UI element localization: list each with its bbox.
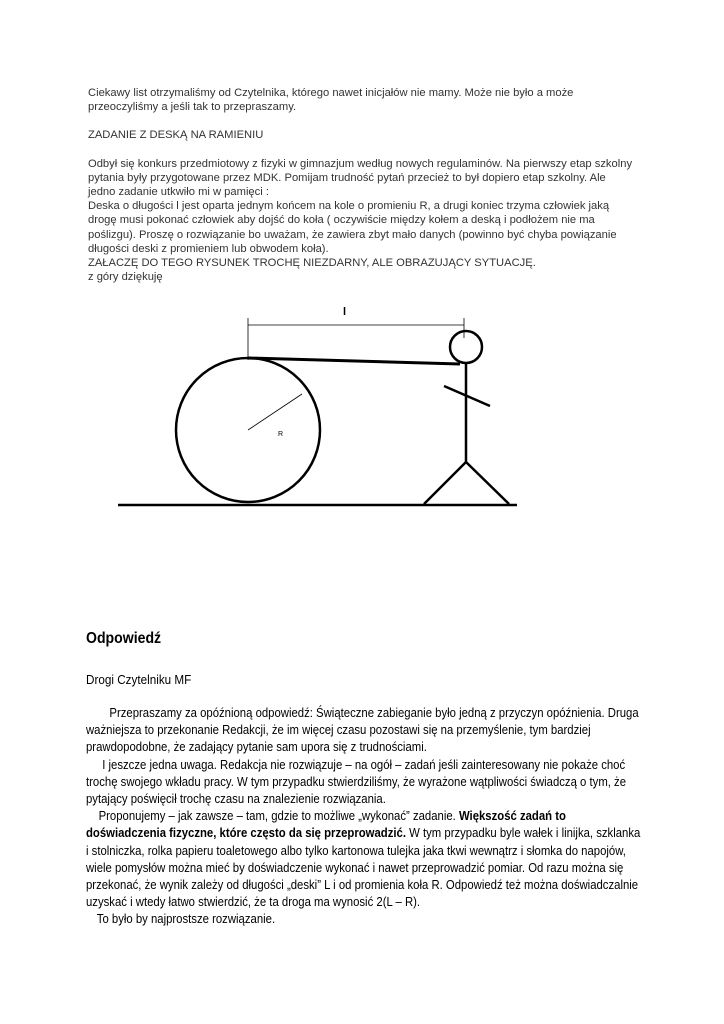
answer-paragraph: I jeszcze jedna uwaga. Redakcja nie rozwiązuje – na ogół – zadań jeśli zainteresowany nie pokaże choć trochę swojego wkładu pracy. W tym przypadku stwierdziliśmy, że wyrażone wątpliwości świadczą o tym, że pytający poświęcił trochę czasu na znalezienie rozwiązania.: [86, 757, 627, 807]
board-line: [248, 358, 460, 364]
reader-letter: [88, 86, 636, 284]
answer-paragraph: To było by najprostsze rozwiązanie.: [96, 912, 276, 927]
radius-label: R: [278, 431, 284, 438]
person-left-leg: [424, 462, 466, 504]
answer-text: Proponujemy – jak zawsze – tam, gdzie to możliwe „wykonać” zadanie.: [98, 809, 459, 824]
person-right-leg: [466, 462, 509, 504]
answer-emphasis: Większość zadań to doświadczenia fizyczne, które często da się przeprowadzić.: [86, 809, 566, 841]
letter-title: ZADANIE Z DESKĄ NA RAMIENIU: [88, 129, 264, 142]
answer-paragraph: [86, 808, 644, 911]
answer-heading: Odpowiedź: [86, 630, 162, 647]
radius-line: [248, 394, 302, 430]
answer-body: [86, 705, 644, 929]
letter-task: Deska o długości l jest oparta jednym końcem na kole o promieniu R, a drugi koniec trzyma człowiek jaką drogę musi pokonać człowiek aby dojść do koła ( oczywiście między kołem a deską i podłożem nie ma poślizgu). Proszę o rozwiązanie bo uważam, że zawiera zbyt mało danych (powinno być chyba powiązanie długości deski z promieniem lub obwodem koła).: [88, 200, 617, 255]
board-length-label: l: [343, 306, 347, 318]
letter-closing: z góry dziękuję: [88, 271, 163, 284]
editorial-answer: [86, 630, 646, 929]
board-on-wheel-figure: [112, 300, 532, 515]
letter-attachment: ZAŁACZĘ DO TEGO RYSUNEK TROCHĘ NIEZDARNY, ALE OBRAZUJĄCY SYTUACJĘ.: [88, 257, 536, 270]
answer-greeting: Drogi Czytelniku MF: [86, 672, 192, 687]
person-head: [450, 331, 482, 363]
letter-intro: Ciekawy list otrzymaliśmy od Czytelnika, którego nawet inicjałów nie mamy. Może nie było a może przeoczyliśmy a jeśli tak to przepraszamy.: [88, 87, 574, 114]
answer-text: W tym przypadku byle wałek i linijka, szklanka i stolniczka, rolka papieru toaletowego albo tylko kartonowa tulejka jaka tkwi wewnątrz i słomka do napojów, wiele pomysłów można mieć by doświadczenie wykonać i nawet przeprowadzić pomiar. Od razu można się przekonać, że wynik zależy od długości „deski” L i od promienia koła R. Odpowiedź też można doświadczalnie uzyskać i wtedy łatwo stwierdzić, że ta droga ma wynosić 2(L – R).: [86, 826, 641, 910]
answer-paragraph: Przepraszamy za opóźnioną odpowiedź: Świąteczne zabieganie było jedną z przyczyn opóźnienia. Druga ważniejsza to przekonanie Redakcji, że im więcej czasu pozostawi się na przemyślenie, tym bardziej prawdopodobne, że zadający pytanie sam upora się z trudnościami.: [86, 706, 639, 755]
letter-body: Odbył się konkurs przedmiotowy z fizyki w gimnazjum według nowych regulaminów. Na pierwszy etap szkolny pytania były przygotowane przez MDK. Pomijam trudność pytań przecież to był dopiero etap szkolny. Ale jedno zadanie utkwiło mi w pamięci :: [88, 157, 633, 199]
